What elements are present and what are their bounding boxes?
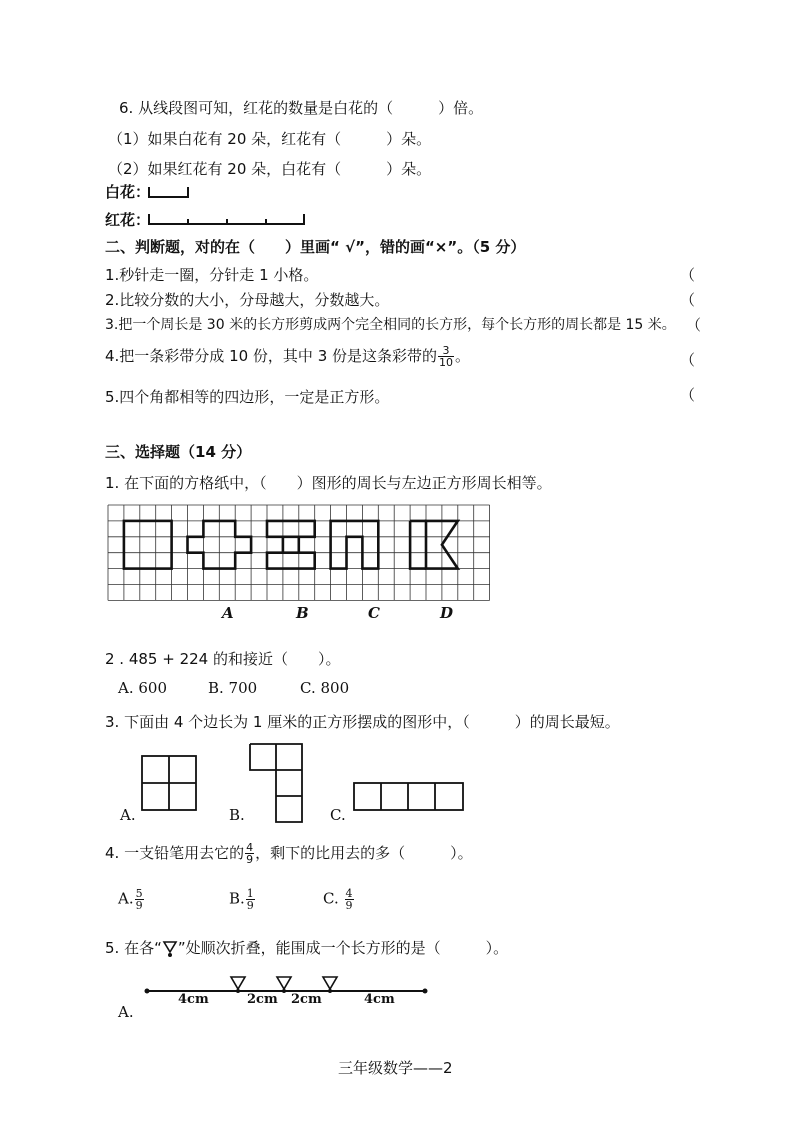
fraction-3-10: $\frac{3}{10}$ (439, 344, 454, 369)
q4-option-b[interactable]: B. $\frac{1}{9}$ (229, 887, 254, 912)
segment-label-3: 2cm (291, 992, 322, 1007)
choice-q4-stem: 4. 一支铅笔用去它的 $\frac{4}{9}$ ，剩下的比用去的多（ ）。 (105, 841, 473, 866)
red-flower-bar (148, 212, 308, 226)
judge-paren-5[interactable]: （ (680, 386, 696, 404)
choice-q5-stem: 5. 在各“ ”处顺次折叠，能围成一个长方形的是（ ）。 (105, 939, 509, 957)
choice-q3-stem: 3. 下面由 4 个边长为 1 厘米的正方形摆成的图形中，（ ）的周长最短。 (105, 713, 620, 731)
grid-label-d: D (440, 604, 454, 622)
segment-label-2: 2cm (247, 992, 278, 1007)
q5-option-a[interactable]: A. (118, 1003, 134, 1021)
q4-option-a[interactable]: A. $\frac{5}{9}$ (118, 887, 143, 912)
q3-option-a[interactable]: A. (120, 806, 136, 824)
q3-shape-b-l (249, 743, 305, 823)
q3-option-b[interactable]: B. (229, 806, 245, 824)
judge-paren-2[interactable]: （ (680, 291, 696, 309)
choice-q1-stem: 1. 在下面的方格纸中，（ ）图形的周长与左边正方形周长相等。 (105, 474, 552, 492)
q6-stem: 6. 从线段图可知，红花的数量是白花的（ ）倍。 (119, 99, 484, 117)
red-flower-label: 红花： (105, 211, 151, 229)
q4-option-c[interactable]: C. $\frac{4}{9}$ (323, 887, 353, 912)
q2-option-a[interactable]: A. 600 (118, 679, 167, 697)
section3-title: 三、选择题（14 分） (105, 443, 252, 461)
section2-title: 二、判断题，对的在（ ）里画“ √”，错的画“×”。（5 分） (105, 238, 526, 256)
judge-item-2: 2.比较分数的大小，分母越大，分数越大。 (105, 291, 390, 309)
judge-item-4-text: 4.把一条彩带分成 10 份，其中 3 份是这条彩带的 (105, 347, 438, 365)
fold-marker-icon (162, 940, 178, 958)
q3-option-c[interactable]: C. (330, 806, 346, 824)
shape-b (267, 521, 315, 569)
q6-sub2: （2）如果红花有 20 朵，白花有（ ）朵。 (108, 160, 432, 178)
q6-sub1: （1）如果白花有 20 朵，红花有（ ）朵。 (108, 130, 432, 148)
white-flower-label: 白花： (105, 183, 151, 201)
q2-option-c[interactable]: C. 800 (300, 679, 350, 697)
white-flower-bar (148, 185, 190, 199)
judge-item-1: 1.秒针走一圈，分针走 1 小格。 (105, 266, 319, 284)
page-footer: 三年级数学——2 (338, 1059, 453, 1077)
judge-paren-4[interactable]: （ (680, 351, 696, 369)
grid-label-b: B (296, 604, 309, 622)
judge-paren-1[interactable]: （ (680, 266, 696, 284)
choice-q2-stem: 2 . 485 + 224 的和接近（ ）。 (105, 650, 341, 668)
segment-label-1: 4cm (178, 992, 209, 1007)
segment-label-4: 4cm (364, 992, 395, 1007)
grid-label-c: C (368, 604, 380, 622)
reference-square (124, 521, 172, 569)
grid-label-a: A (222, 604, 234, 622)
grid-paper-figure (108, 505, 493, 601)
fraction-4-9: $\frac{4}{9}$ (246, 841, 254, 866)
judge-item-4: 4.把一条彩带分成 10 份，其中 3 份是这条彩带的 $\frac{3}{10}$ 。 (105, 344, 471, 369)
judge-item-5: 5.四个角都相等的四边形，一定是正方形。 (105, 388, 390, 406)
q3-shape-c-row (353, 782, 465, 812)
shape-c (331, 521, 379, 569)
q2-option-b[interactable]: B. 700 (208, 679, 258, 697)
judge-paren-3[interactable]: （ (686, 316, 702, 334)
q3-shape-a-2x2 (141, 755, 197, 811)
judge-item-3: 3.把一个周长是 30 米的长方形剪成两个完全相同的长方形，每个长方形的周长都是 15 米。 (105, 317, 676, 333)
